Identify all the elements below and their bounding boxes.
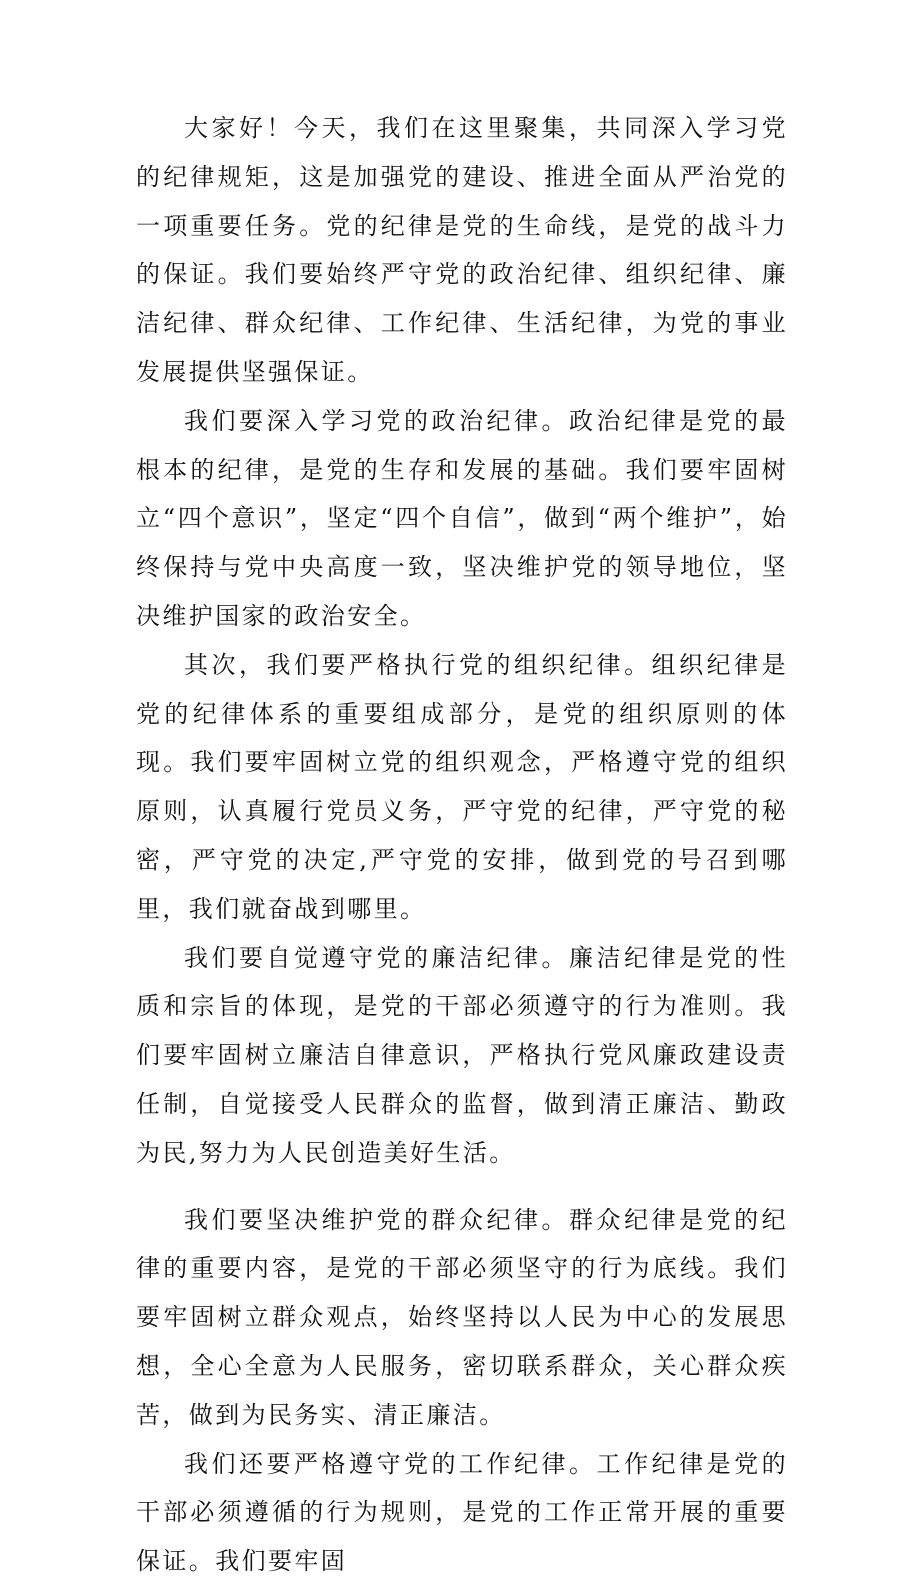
paragraph-opening: 大家好！今天，我们在这里聚集，共同深入学习党的纪律规矩，这是加强党的建设、推进全面从严治党的一项重要任务。党的纪律是党的生命线，是党的战斗力的保证。我们要始终严守党的政治纪律、组织纪律、廉洁纪律、群众纪律、工作纪律、生活纪律，为党的事业发展提供坚强保证。 [136,114,788,386]
paragraph-organizational-discipline: 其次，我们要严格执行党的组织纪律。组织纪律是党的纪律体系的重要组成部分，是党的组织原则的体现。我们要牢固树立党的组织观念，严格遵守党的组织原则，认真履行党员义务，严守党的纪律，严守党的秘密，严守党的决定,严守党的安排，做到党的号召到哪里，我们就奋战到哪里。 [136,650,788,923]
paragraph-integrity-discipline: 我们要自觉遵守党的廉洁纪律。廉洁纪律是党的性质和宗旨的体现，是党的干部必须遵守的行为准则。我们要牢固树立廉洁自律意识，严格执行党风廉政建设责任制，自觉接受人民群众的监督，做到清正廉洁、勤政为民,努力为人民创造美好生活。 [136,943,788,1167]
paragraph-political-discipline: 我们要深入学习党的政治纪律。政治纪律是党的最根本的纪律，是党的生存和发展的基础。我们要牢固树立“四个意识”，坚定“四个自信”，做到“两个维护”，始终保持与党中央高度一致，坚决维护党的领导地位，坚决维护国家的政治安全。 [136,406,788,630]
paragraph-work-discipline: 我们还要严格遵守党的工作纪律。工作纪律是党的干部必须遵循的行为规则，是党的工作正常开展的重要保证。我们要牢固 [136,1449,788,1576]
document-body [136,104,788,1586]
paragraph-mass-discipline: 我们要坚决维护党的群众纪律。群众纪律是党的纪律的重要内容，是党的干部必须坚守的行为底线。我们要牢固树立群众观点，始终坚持以人民为中心的发展思想，全心全意为人民服务，密切联系群众，关心群众疾苦，做到为民务实、清正廉洁。 [136,1205,788,1429]
